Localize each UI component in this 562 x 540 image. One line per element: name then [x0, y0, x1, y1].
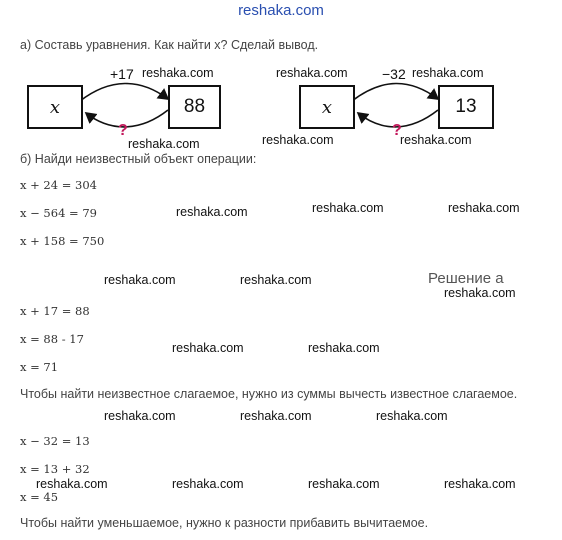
watermark: reshaka.com: [308, 477, 380, 491]
watermark: reshaka.com: [104, 409, 176, 423]
watermark: reshaka.com: [444, 477, 516, 491]
diagram1-question-mark: ?: [118, 122, 128, 139]
watermark: reshaka.com: [308, 341, 380, 355]
watermark: reshaka.com: [400, 133, 472, 147]
watermark: reshaka.com: [172, 477, 244, 491]
diagram2-variable-box: x: [299, 85, 355, 129]
diagram1-result-box: 88: [168, 85, 221, 129]
solution-2-line-3: x = 45: [20, 490, 59, 504]
diagram2-operation-label: −32: [382, 66, 406, 82]
solution-1-line-3: x = 71: [20, 360, 59, 374]
diagram1-variable-box: x: [27, 85, 83, 129]
solution-2-line-2: x = 13 + 32: [20, 462, 90, 476]
task-b-equation-3: x + 158 = 750: [20, 234, 105, 248]
forward-arrow-2: [352, 83, 438, 101]
diagram1-operation-label: +17: [110, 66, 134, 82]
watermark: reshaka.com: [142, 66, 214, 80]
watermark: reshaka.com: [262, 133, 334, 147]
diagram2-question-mark: ?: [392, 122, 402, 139]
watermark: reshaka.com: [412, 66, 484, 80]
task-b-equation-1: x + 24 = 304: [20, 178, 97, 192]
solution-1-line-2: x = 88 - 17: [20, 332, 84, 346]
watermark: reshaka.com: [172, 341, 244, 355]
watermark: reshaka.com: [448, 201, 520, 215]
diagram2-result-box: 13: [438, 85, 494, 129]
watermark: reshaka.com: [240, 409, 312, 423]
site-header[interactable]: reshaka.com: [238, 2, 324, 19]
watermark: reshaka.com: [176, 205, 248, 219]
watermark: reshaka.com: [240, 273, 312, 287]
watermark: reshaka.com: [312, 201, 384, 215]
solution-1-line-1: x + 17 = 88: [20, 304, 90, 318]
watermark: reshaka.com: [104, 273, 176, 287]
forward-arrow-1: [80, 83, 168, 101]
task-b-prompt: б) Найди неизвестный объект операции:: [20, 152, 257, 166]
task-b-equation-2: x − 564 = 79: [20, 206, 97, 220]
watermark: reshaka.com: [444, 286, 516, 300]
watermark: reshaka.com: [376, 409, 448, 423]
task-a-prompt: а) Составь уравнения. Как найти x? Сделай вывод.: [20, 38, 319, 52]
watermark: reshaka.com: [36, 477, 108, 491]
solution-rule-1: Чтобы найти неизвестное слагаемое, нужно из суммы вычесть известное слагаемое.: [20, 387, 518, 401]
solution-2-line-1: x − 32 = 13: [20, 434, 90, 448]
solution-title: Решение а: [428, 270, 504, 287]
watermark: reshaka.com: [128, 137, 200, 151]
watermark: reshaka.com: [276, 66, 348, 80]
solution-rule-2: Чтобы найти уменьшаемое, нужно к разности прибавить вычитаемое.: [20, 516, 429, 530]
